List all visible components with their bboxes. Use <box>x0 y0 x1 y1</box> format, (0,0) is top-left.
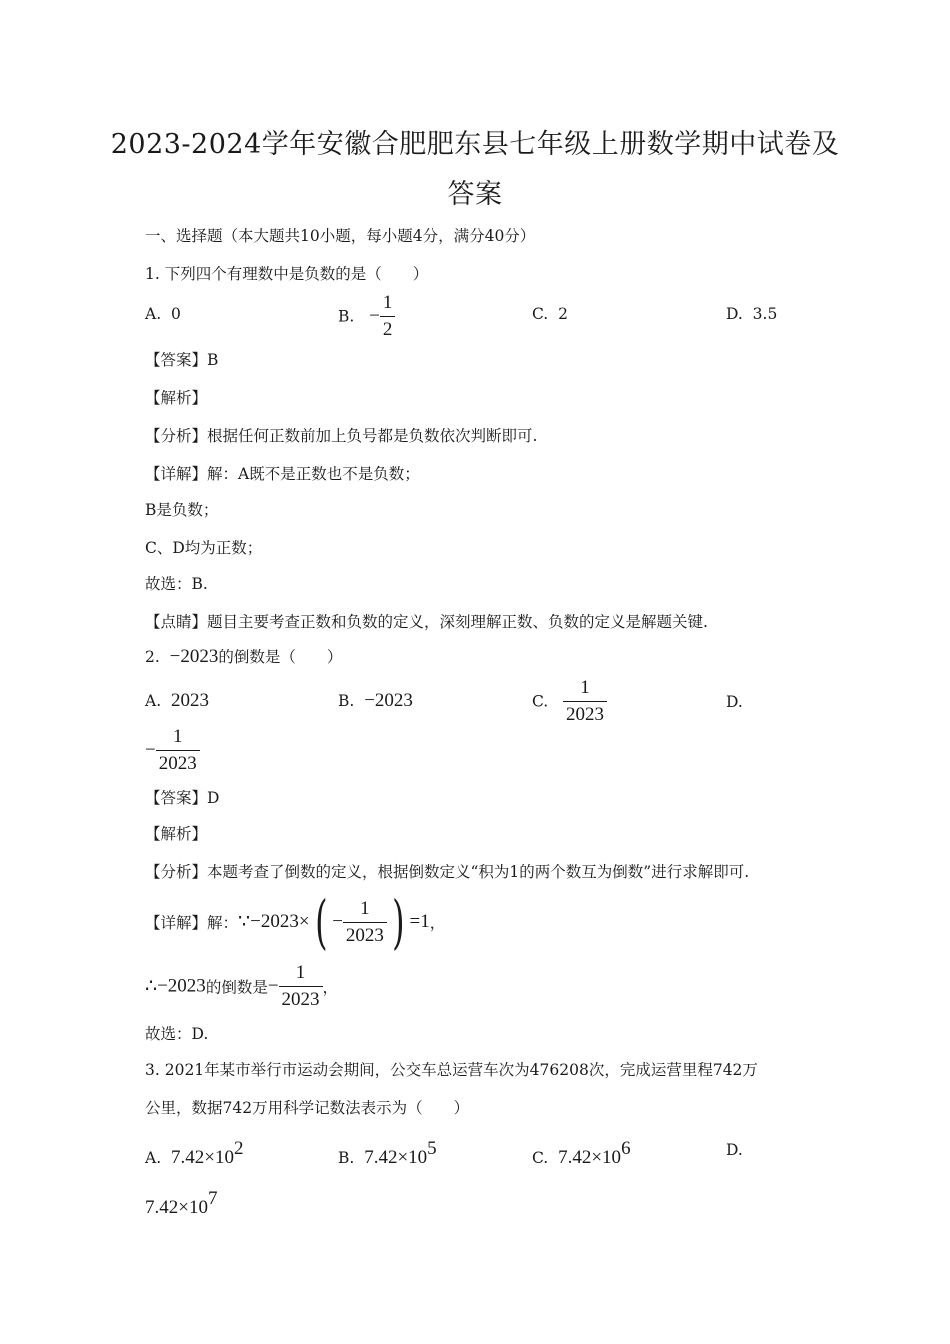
q3-option-d-label: D. <box>726 1141 743 1159</box>
right-paren: ) <box>392 888 405 956</box>
q2-option-a: A. 2023 <box>145 690 209 711</box>
q1-option-d: D. 3.5 <box>726 305 778 323</box>
q2-option-c: C. $\frac{1}{2023}$ <box>532 677 607 726</box>
document-title-line1: 2023-2024学年安徽合肥肥东县七年级上册数学期中试卷及 <box>110 129 840 160</box>
q1-option-b-fraction: $\frac{1}{2}$ <box>380 292 396 341</box>
q2-answer: 【答案】D <box>145 789 220 807</box>
section-heading: 一、选择题（本大题共10小题，每小题4分，满分40分） <box>145 227 536 245</box>
q2-stem: 2. −2023的倒数是（ ） <box>145 646 343 667</box>
q1-stem: 1. 下列四个有理数中是负数的是（ ） <box>145 265 429 283</box>
q2-analysis-heading: 【解析】 <box>145 825 208 843</box>
q3-stem-line1: 3. 2021年某市举行市运动会期间，公交车总运营车次为476208次，完成运营里程742万 <box>145 1061 758 1079</box>
q1-detail-3: C、D均为正数； <box>145 539 263 557</box>
q2-option-d-label: D. <box>726 693 743 711</box>
q1-option-a: A. 0 <box>145 305 181 323</box>
q2-option-d: − $\frac{1}{2023}$ <box>145 726 200 775</box>
q2-choice: 故选：D. <box>145 1025 209 1043</box>
q2-conclusion: ∴−2023的倒数是− $\frac{1}{2023}$ ， <box>145 962 339 1010</box>
left-paren: ( <box>314 888 328 956</box>
q1-choice: 故选：B. <box>145 575 208 593</box>
q1-comment: 【点睛】题目主要考查正数和负数的定义，深刻理解正数、负数的定义是解题关键. <box>145 613 708 631</box>
q2-option-d-fraction: $\frac{1}{2023}$ <box>156 726 200 775</box>
q2-option-b: B. −2023 <box>338 690 413 711</box>
q1-option-b: B. − $\frac{1}{2}$ <box>338 292 395 341</box>
q3-option-b: B. $7.42\times 10^5$ <box>338 1138 437 1168</box>
q1-detail-1: 【详解】解：A既不是正数也不是负数； <box>145 465 420 483</box>
q3-option-c: C. $7.42\times 10^6$ <box>532 1138 631 1168</box>
q1-option-c: C. 2 <box>532 305 568 323</box>
document-title-line2: 答案 <box>447 179 503 210</box>
q2-detail-fraction: $\frac{1}{2023}$ <box>343 898 387 947</box>
q2-conclusion-fraction: $\frac{1}{2023}$ <box>279 962 323 1011</box>
q2-detail: 【详解】解：∵−2023×( − $\frac{1}{2023}$ ) =1， <box>145 888 446 956</box>
q2-analysis: 【分析】本题考查了倒数的定义，根据倒数定义“积为1的两个数互为倒数”进行求解即可. <box>145 863 750 881</box>
q2-option-c-fraction: $\frac{1}{2023}$ <box>563 677 607 726</box>
q3-option-a: A. $7.42\times 10^2$ <box>145 1138 244 1168</box>
q1-analysis-heading: 【解析】 <box>145 389 208 407</box>
q1-analysis: 【分析】根据任何正数前加上负号都是负数依次判断即可. <box>145 427 538 445</box>
q3-stem-line2: 公里，数据742万用科学记数法表示为（ ） <box>145 1099 470 1117</box>
q1-answer: 【答案】B <box>145 351 219 369</box>
q1-detail-2: B是负数； <box>145 501 219 519</box>
q3-option-d: $7.42\times 10^7$ <box>145 1188 218 1218</box>
